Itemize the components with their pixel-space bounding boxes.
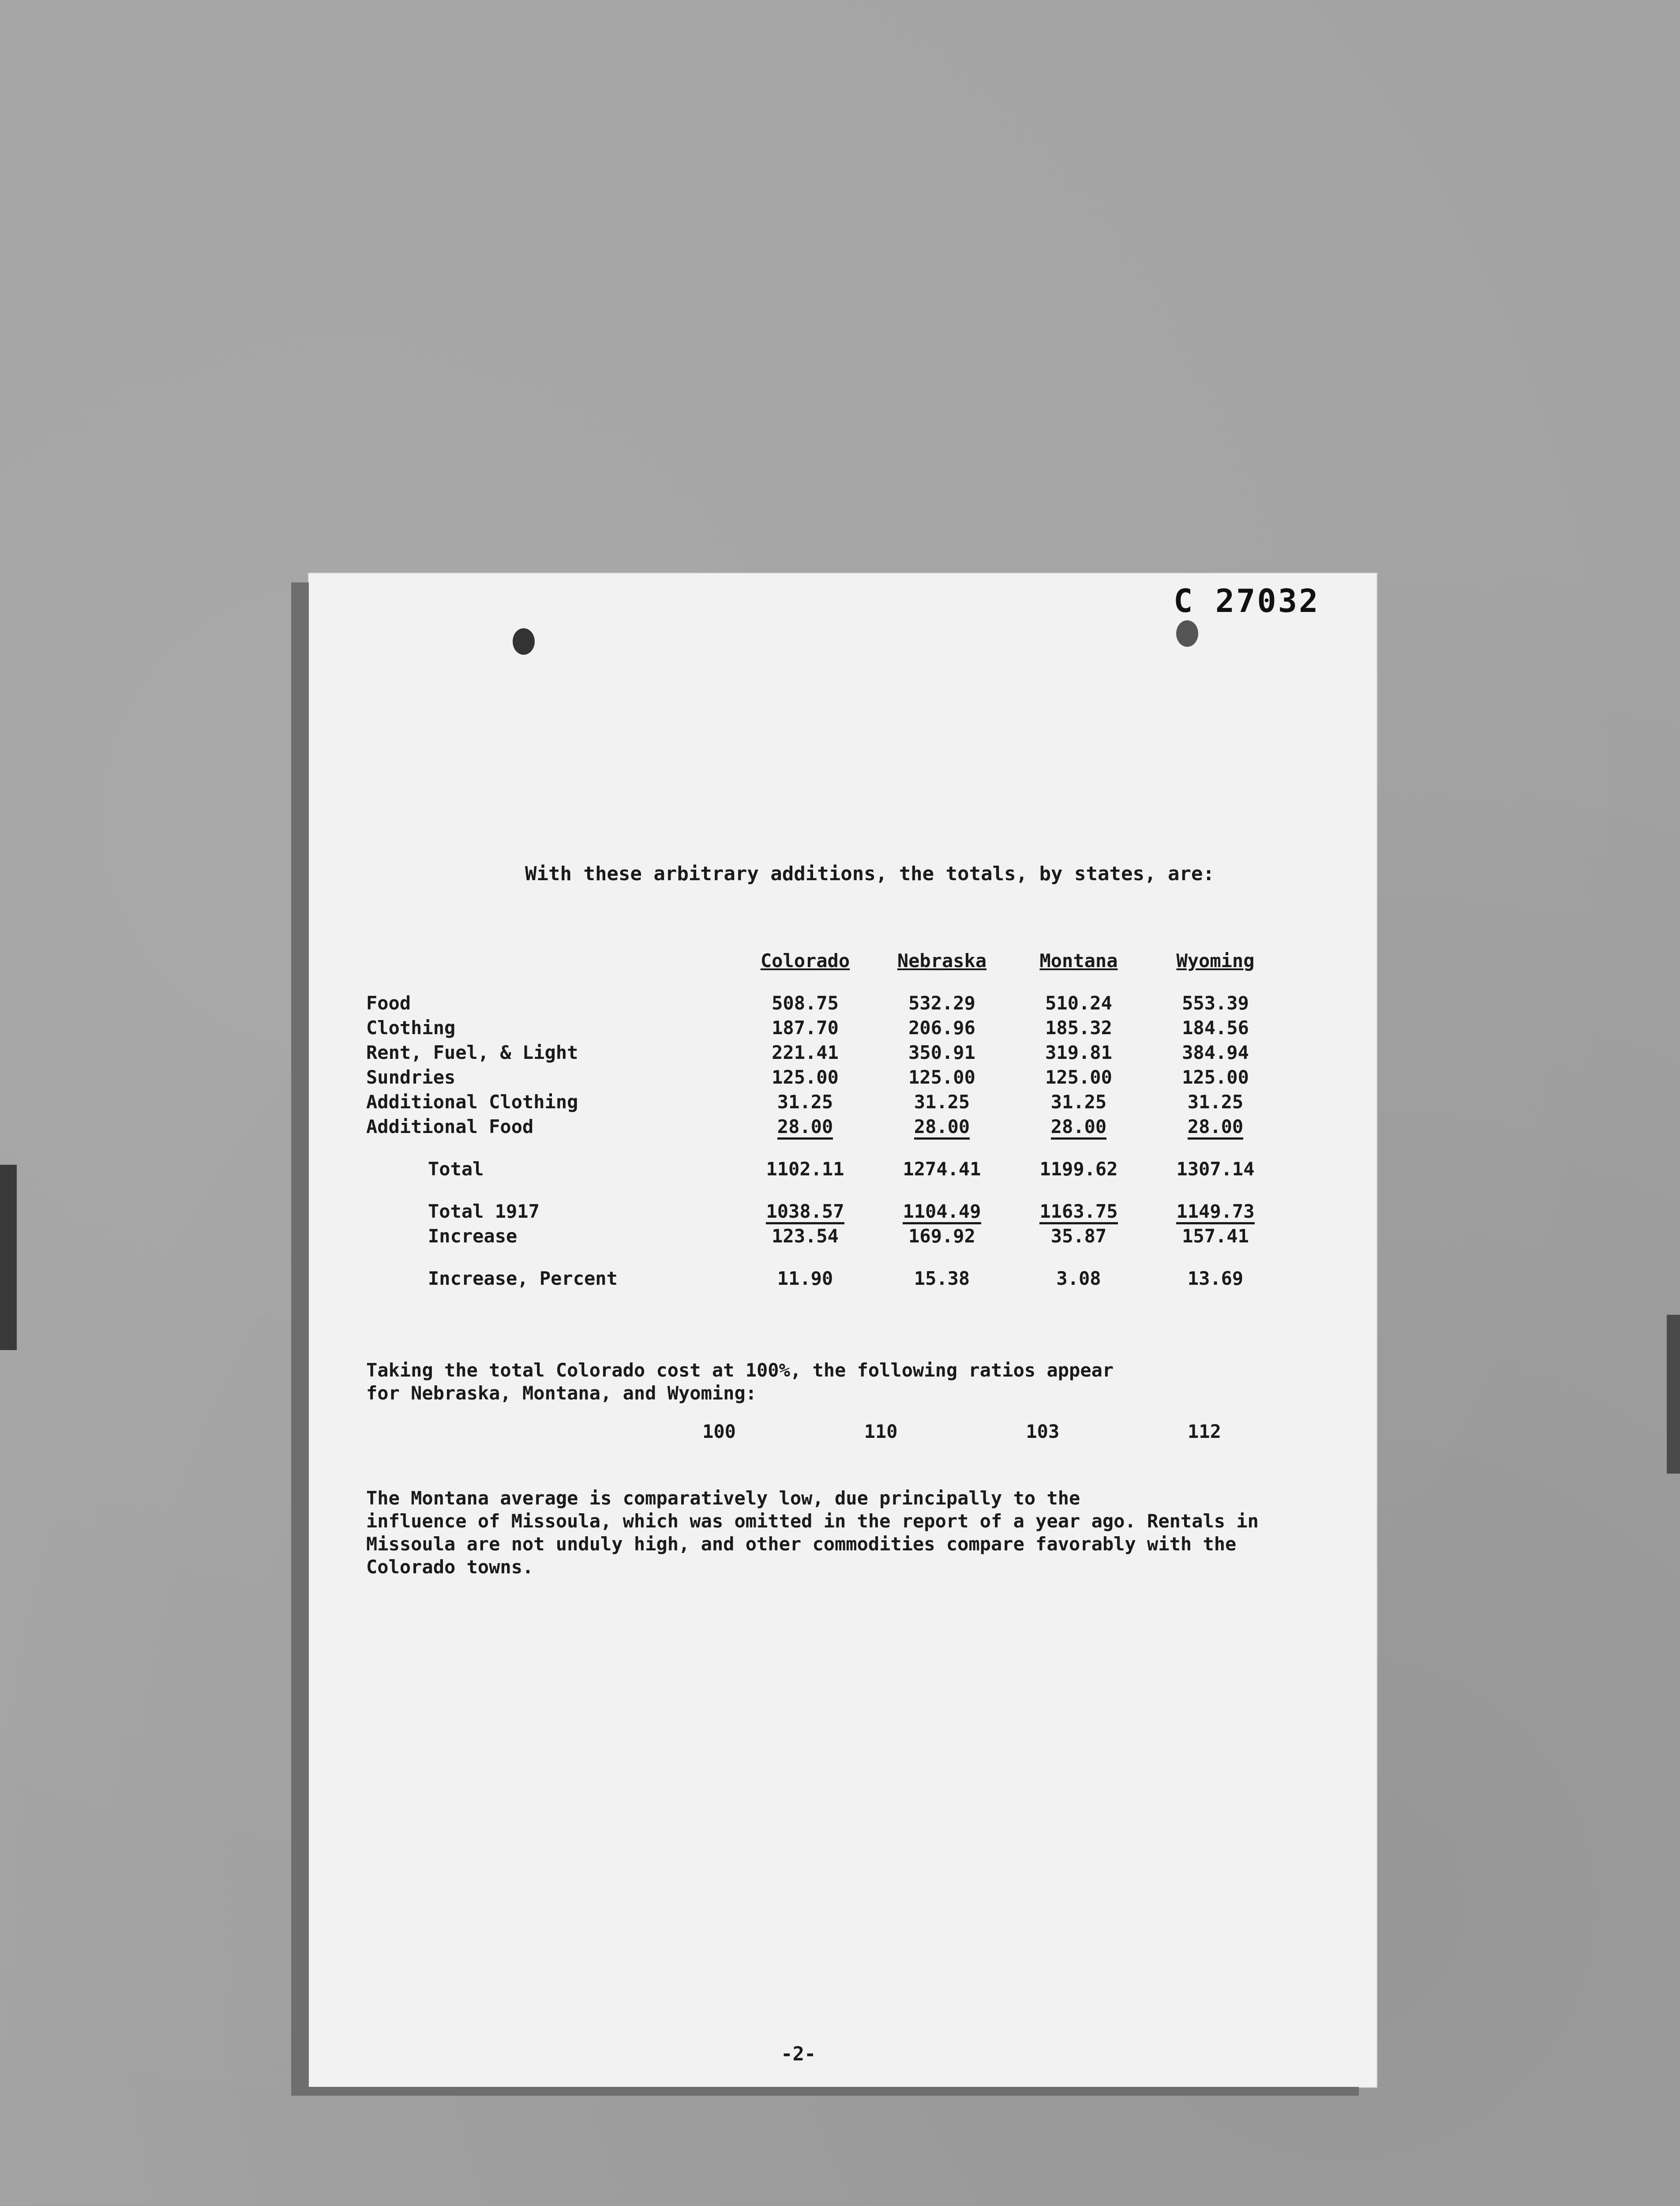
table-row [366,1016,1284,1040]
cell-value: 28.00 [777,1116,833,1140]
cell-value: 1038.57 [766,1201,844,1224]
cell-value: 13.69 [1187,1268,1244,1289]
cost-table [366,949,1284,1291]
row-label: Increase [428,1225,518,1247]
cell-value: 187.70 [772,1017,839,1039]
increase-percent-row [366,1266,1284,1291]
left-edge-mark [0,1165,17,1350]
cell-value: 1163.75 [1039,1201,1118,1224]
row-label: Total 1917 [428,1201,540,1222]
total-1917-row [366,1199,1284,1224]
cell-value: 31.25 [777,1091,833,1113]
ratio-wyoming: 112 [1188,1421,1221,1442]
cell-value: 31.25 [914,1091,970,1113]
punch-hole [1176,620,1198,647]
cell-value: 123.54 [772,1225,839,1247]
document-page [309,574,1376,2087]
column-header-montana: Montana [1039,950,1118,972]
cell-value: 1149.73 [1176,1201,1254,1224]
document-reference-number: C 27032 [1174,582,1320,619]
cell-value: 11.90 [777,1268,833,1289]
header-blank [366,949,737,991]
cell-value: 35.87 [1050,1225,1107,1247]
cell-value: 31.25 [1050,1091,1107,1113]
table-row [366,1090,1284,1114]
row-label: Clothing [366,1017,456,1039]
closing-paragraph: The Montana average is comparatively low, due principally to the influence of Missoula, which was omitted in the report of a year ago. Rentals in Missoula are not unduly high, and other commodities compare favorably with the Colorado towns. [366,1487,1259,1578]
intro-sentence: With these arbitrary additions, the totals, by states, are: [525,863,1215,885]
cell-value: 1104.49 [903,1201,981,1224]
row-label: Increase, Percent [428,1268,618,1289]
spacer-row [366,1139,1284,1157]
cell-value: 384.94 [1182,1042,1249,1063]
column-header-colorado: Colorado [760,950,850,972]
punch-hole [513,628,535,655]
cell-value: 157.41 [1182,1225,1249,1247]
ratio-montana: 103 [1026,1421,1060,1442]
spacer-row [366,1249,1284,1266]
cell-value: 31.25 [1187,1091,1244,1113]
cell-value: 1307.14 [1176,1158,1255,1180]
column-header-wyoming: Wyoming [1176,950,1255,972]
cell-value: 206.96 [908,1017,975,1039]
cell-value: 1274.41 [903,1158,981,1180]
cell-value: 532.29 [908,992,975,1014]
cell-value: 350.91 [908,1042,975,1063]
cell-value: 169.92 [908,1225,975,1247]
cell-value: 221.41 [772,1042,839,1063]
row-label: Additional Clothing [366,1091,578,1113]
spacer-row [366,1182,1284,1199]
ratio-paragraph: Taking the total Colorado cost at 100%, the following ratios appear for Nebraska, Montana, and Wyoming: [366,1359,1114,1404]
cell-value: 1102.11 [766,1158,844,1180]
table-row [366,1065,1284,1090]
ratio-colorado: 100 [702,1421,736,1442]
cell-value: 125.00 [1182,1066,1249,1088]
cell-value: 28.00 [1188,1116,1243,1140]
cell-value: 184.56 [1182,1017,1249,1039]
cell-value: 28.00 [914,1116,970,1140]
page-number: -2- [781,2043,816,2065]
cell-value: 553.39 [1182,992,1249,1014]
cell-value: 15.38 [914,1268,970,1289]
cell-value: 319.81 [1045,1042,1112,1063]
row-label: Rent, Fuel, & Light [366,1042,578,1063]
table-row [366,1114,1284,1139]
row-label: Food [366,992,411,1014]
row-label: Additional Food [366,1116,534,1137]
increase-row [366,1224,1284,1249]
table-row [366,991,1284,1016]
right-edge-mark [1667,1315,1680,1474]
cell-value: 185.32 [1045,1017,1112,1039]
cell-value: 125.00 [1045,1066,1112,1088]
cell-value: 125.00 [908,1066,975,1088]
total-row [366,1157,1284,1182]
cell-value: 508.75 [772,992,839,1014]
row-label: Total [428,1158,484,1180]
ratio-nebraska: 110 [864,1421,898,1442]
cell-value: 28.00 [1051,1116,1106,1140]
cell-value: 510.24 [1045,992,1112,1014]
cell-value: 1199.62 [1039,1158,1118,1180]
table-row [366,1040,1284,1065]
table-header-row [366,949,1284,991]
ratio-values [675,1421,1249,1442]
cell-value: 3.08 [1056,1268,1101,1289]
row-label: Sundries [366,1066,456,1088]
column-header-nebraska: Nebraska [897,950,987,972]
cell-value: 125.00 [772,1066,839,1088]
